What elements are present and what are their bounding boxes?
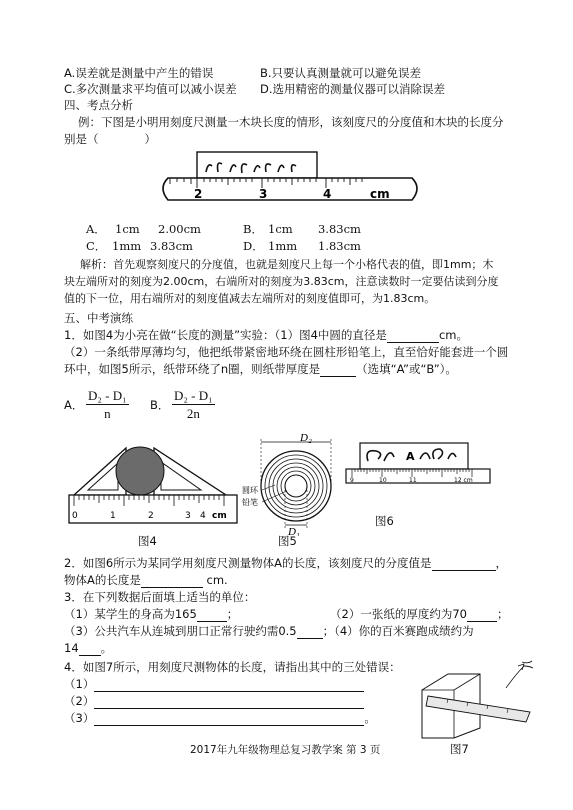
q4-end: 。: [364, 711, 376, 725]
q1-text-2: （2）一条纸带厚薄均匀，他把纸带紧密地环绕在圆柱形铅笔上，直至恰好能套进一个圆: [64, 345, 509, 359]
figure-6: [344, 441, 494, 491]
formula-b-label: B．: [150, 398, 170, 412]
option-a: A.误差就是测量中产生的错误: [64, 66, 214, 80]
q3-blank-4[interactable]: [79, 643, 101, 656]
q1-text-3-body: 环中，如图5所示，纸带环绕了n圈，则纸带厚度是: [64, 362, 321, 376]
q2-blank-length[interactable]: [141, 575, 203, 588]
triangle-right: [154, 448, 226, 495]
choice-d-2: 1.83cm: [318, 239, 361, 253]
q3-text: 3．在下列数据后面填上适当的单位：: [64, 590, 256, 604]
fig7-caption: 图7: [450, 742, 469, 756]
q3-item-1-body: （1）某学生的身高为165: [64, 607, 197, 621]
q2-text-2-body: 物体A的长度是: [64, 573, 141, 587]
q3-blank-3[interactable]: [297, 626, 323, 639]
q4-item-1: [64, 676, 364, 692]
formula-a-numerator: D₂ - D₁: [88, 388, 127, 403]
fig5-rings: [261, 451, 331, 521]
q3-item-3-end: ；（4）你的百米赛跑成绩约为: [322, 624, 474, 638]
fig6-tick-10: 10: [379, 477, 387, 484]
q2-text-1-end: ，: [495, 556, 507, 570]
circle-object: [116, 447, 164, 495]
analysis-text-3: 值的下一位，用右端所对的刻度值减去左端所对的刻度值即可，为1.83cm。: [64, 292, 436, 305]
fig4-tick-0: 0: [72, 511, 78, 521]
q1-text-3: [64, 361, 457, 377]
q1-unit: cm。: [438, 328, 468, 342]
q4-item-2: [64, 693, 364, 709]
q1-text-3-end: （选填“A”或“B”）。: [356, 362, 457, 376]
option-d: D.选用精密的测量仪器可以消除误差: [260, 82, 446, 96]
q3-item-1: [64, 606, 238, 622]
q3-item-2-body: （2）一张纸的厚度约为70: [330, 607, 467, 621]
example-text-1: 例：下图是小明用刻度尺测量一木块长度的情形，该刻度尺的分度值和木块的长度分: [78, 115, 504, 129]
q4-blank-1[interactable]: [94, 679, 364, 692]
choice-a-label: A．: [86, 222, 106, 236]
q1-text-1: [64, 327, 468, 343]
q2-blank-division[interactable]: [432, 558, 496, 571]
fig4-caption: 图4: [138, 534, 157, 548]
fig4-tick-cm: cm: [212, 511, 227, 521]
ruler-label-2: 2: [194, 187, 203, 201]
formula-b-numerator: D₂ - D₁: [174, 388, 213, 403]
q3-item-4: [64, 640, 112, 656]
q1-text-1-body: 1．如图4为小亮在做“长度的测量”实验：（1）图4中圆的直径是: [64, 328, 387, 342]
q4-text: 4．如图7所示，用刻度尺测物体的长度，请指出其中的三处错误：: [64, 660, 401, 674]
q2-text-2: [64, 572, 228, 588]
formula-a-label: A．: [64, 398, 84, 412]
ruler-label-3: 3: [259, 187, 268, 201]
q3-blank-1[interactable]: [197, 609, 227, 622]
q4-item-2-label: （2）: [64, 694, 95, 708]
choice-c-1: 1mm: [112, 239, 142, 253]
fig5-label-d2: D₂: [300, 433, 312, 444]
analysis-text-2: 块左端所对的刻度为2.00cm，右端所对的刻度为3.83cm，注意读数时一定要估读到分度: [64, 275, 499, 288]
q4-item-3-label: （3）: [64, 711, 95, 725]
fig5-label-ring: 圆环: [242, 486, 258, 495]
ruler-label-4: 4: [323, 187, 332, 201]
figure-7: [418, 660, 536, 740]
fig5-caption: 图5: [278, 534, 297, 548]
figure-5: [240, 433, 350, 536]
q3-item-2-end: ；: [496, 607, 509, 621]
fig4-tick-4: 4: [200, 511, 206, 521]
option-b: B.只要认真测量就可以避免误差: [260, 66, 422, 80]
choice-d-1: 1mm: [268, 239, 298, 253]
fig5-label-d1: D₁: [288, 526, 300, 536]
section5-heading: 五、中考演练: [64, 311, 133, 325]
section4-heading: 四、考点分析: [64, 98, 133, 112]
q3-item-4-end: 。: [100, 641, 113, 655]
fig4-tick-2: 2: [148, 511, 154, 521]
option-c: C.多次测量求平均值可以减小误差: [64, 82, 237, 96]
q4-item-3: [64, 710, 376, 726]
q4-item-1-label: （1）: [64, 677, 95, 691]
formula-b-denominator: 2n: [186, 406, 200, 421]
formula-a: [86, 387, 129, 422]
choice-b-2: 3.83cm: [318, 222, 361, 236]
example-text-2: 别是（ ）: [64, 132, 156, 146]
object-a-label: A: [406, 450, 415, 463]
q3-blank-2[interactable]: [467, 609, 497, 622]
page-footer: 2017年九年级物理总复习教学案 第 3 页: [190, 744, 381, 756]
figure-4: [66, 440, 241, 528]
fig7-eye-sightline: [506, 664, 524, 688]
fig4-tick-3: 3: [185, 511, 191, 521]
choice-c-label: C．: [86, 239, 107, 253]
choice-d-label: D．: [243, 239, 264, 253]
fig4-tick-1: 1: [110, 511, 116, 521]
q3-item-1-end: ；: [226, 607, 239, 621]
wood-block: [197, 152, 317, 178]
q3-item-3-body: （3）公共汽车从连城到朋口正常行驶约需0.5: [64, 624, 297, 638]
q4-blank-3[interactable]: [94, 713, 364, 726]
ruler-label-cm: cm: [370, 187, 390, 201]
fig6-caption: 图6: [375, 514, 394, 528]
choice-a-2: 2.00cm: [158, 222, 201, 236]
q3-item-4-body: 14: [64, 641, 79, 655]
q2-text-1: [64, 555, 507, 571]
choice-b-label: B．: [243, 222, 263, 236]
formula-a-denominator: n: [104, 406, 111, 421]
q2-text-1-body: 2．如图6所示为某同学用刻度尺测量物体A的长度，该刻度尺的分度值是: [64, 556, 432, 570]
choice-b-1: 1cm: [268, 222, 293, 236]
fig6-tick-9: 9: [350, 477, 354, 484]
fig6-tick-11: 11: [409, 477, 417, 484]
formula-b: [172, 387, 215, 422]
q4-blank-2[interactable]: [94, 696, 364, 709]
q2-unit: cm.: [206, 573, 228, 587]
q1-blank-thickness[interactable]: [320, 364, 356, 377]
q3-item-3: [64, 623, 474, 639]
example-ruler-figure: [150, 150, 425, 210]
fig5-label-pencil: 铅笔: [242, 498, 258, 507]
choice-c-2: 3.83cm: [150, 239, 193, 253]
choice-a-1: 1cm: [115, 222, 140, 236]
analysis-text-1: 解析：首先观察刻度尺的分度值，也就是刻度尺上每一个小格代表的值，即1mm；木: [80, 258, 494, 271]
fig6-tick-12: 12 cm: [454, 477, 473, 484]
q3-item-2: [330, 606, 508, 622]
q1-blank-diameter[interactable]: [387, 330, 439, 343]
